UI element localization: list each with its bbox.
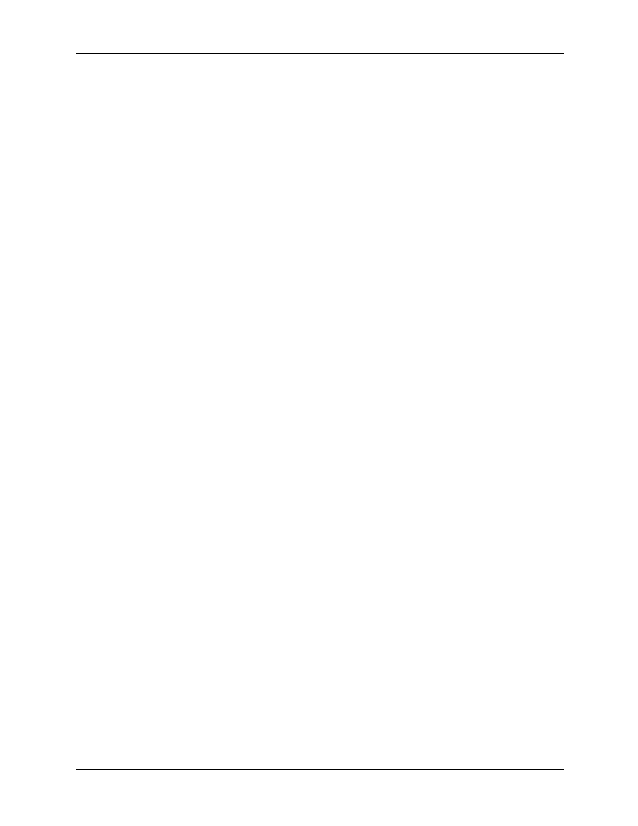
header-rule	[76, 53, 564, 54]
footer-rule	[76, 769, 564, 770]
